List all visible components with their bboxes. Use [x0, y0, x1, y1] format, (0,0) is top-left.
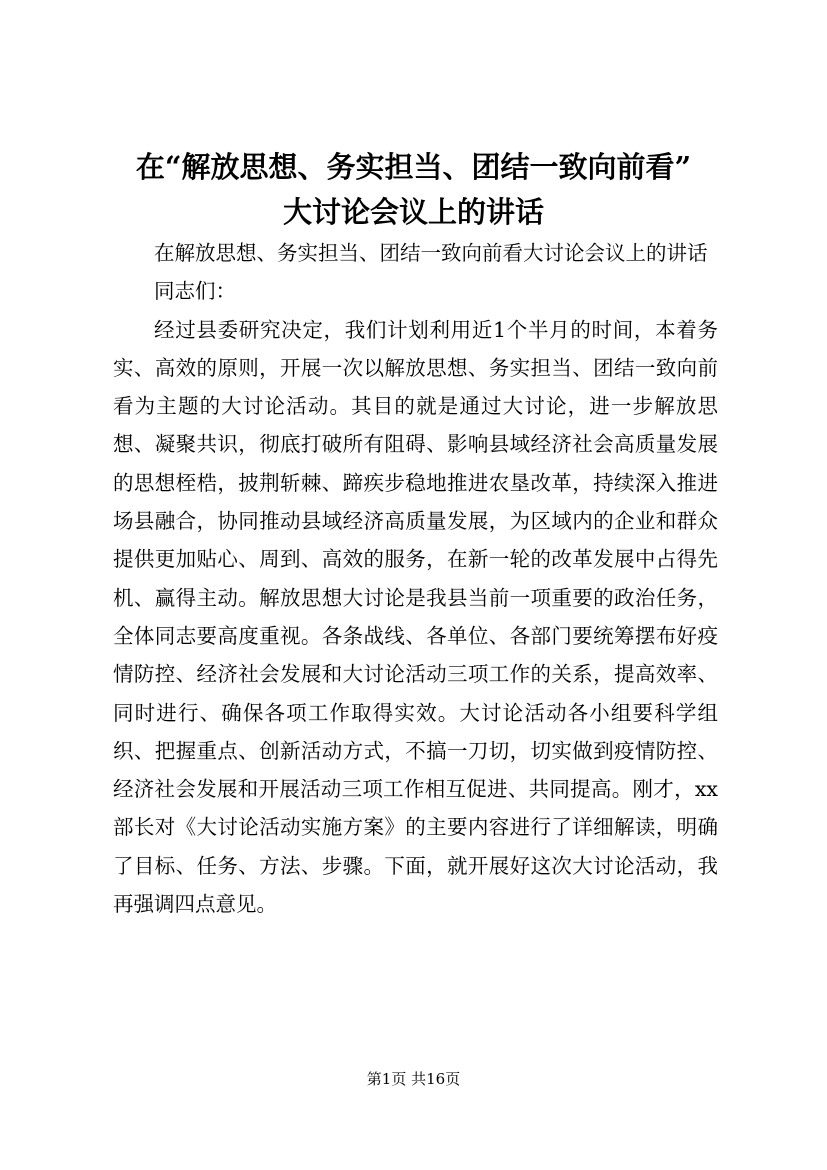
- document-body: [113, 234, 718, 923]
- body-paragraph-salutation: 同志们：: [154, 279, 236, 304]
- document-title-line2: 大讨论会议上的讲话: [282, 195, 544, 229]
- body-paragraph-main: 经过县委研究决定，我们计划利用近1个半月的时间，本着务实、高效的原则，开展一次以解放思想、务实担当、团结一致向前看为主题的大讨论活动。其目的就是通过大讨论，进一步解放思想、凝聚共识，彻底打破所有阻碍、影响县域经济社会高质量发展的思想桎梏，披荆斩棘、蹄疾步稳地推进农垦改革，持续深入推进场县融合，协同推动县域经济高质量发展，为区域内的企业和群众提供更加贴心、周到、高效的服务，在新一轮的改革发展中占得先机、赢得主动。解放思想大讨论是我县当前一项重要的政治任务，全体同志要高度重视。各条战线、各单位、各部门要统筹摆布好疫情防控、经济社会发展和大讨论活动三项工作的关系，提高效率、同时进行、确保各项工作取得实效。大讨论活动各小组要科学组织、把握重点、创新活动方式，不搞一刀切，切实做到疫情防控、经济社会发展和开展活动三项工作相互促进、共同提高。刚才，xx部长对《大讨论活动实施方案》的主要内容进行了详细解读，明确了目标、任务、方法、步骤。下面，就开展好这次大讨论活动，我再强调四点意见。: [113, 317, 718, 917]
- page-footer: 第1页 共16页: [366, 1070, 461, 1088]
- document-title-line1: 在“解放思想、务实担当、团结一致向前看”: [135, 150, 692, 184]
- body-paragraph-subtitle: 在解放思想、务实担当、团结一致向前看大讨论会议上的讲话: [154, 241, 708, 265]
